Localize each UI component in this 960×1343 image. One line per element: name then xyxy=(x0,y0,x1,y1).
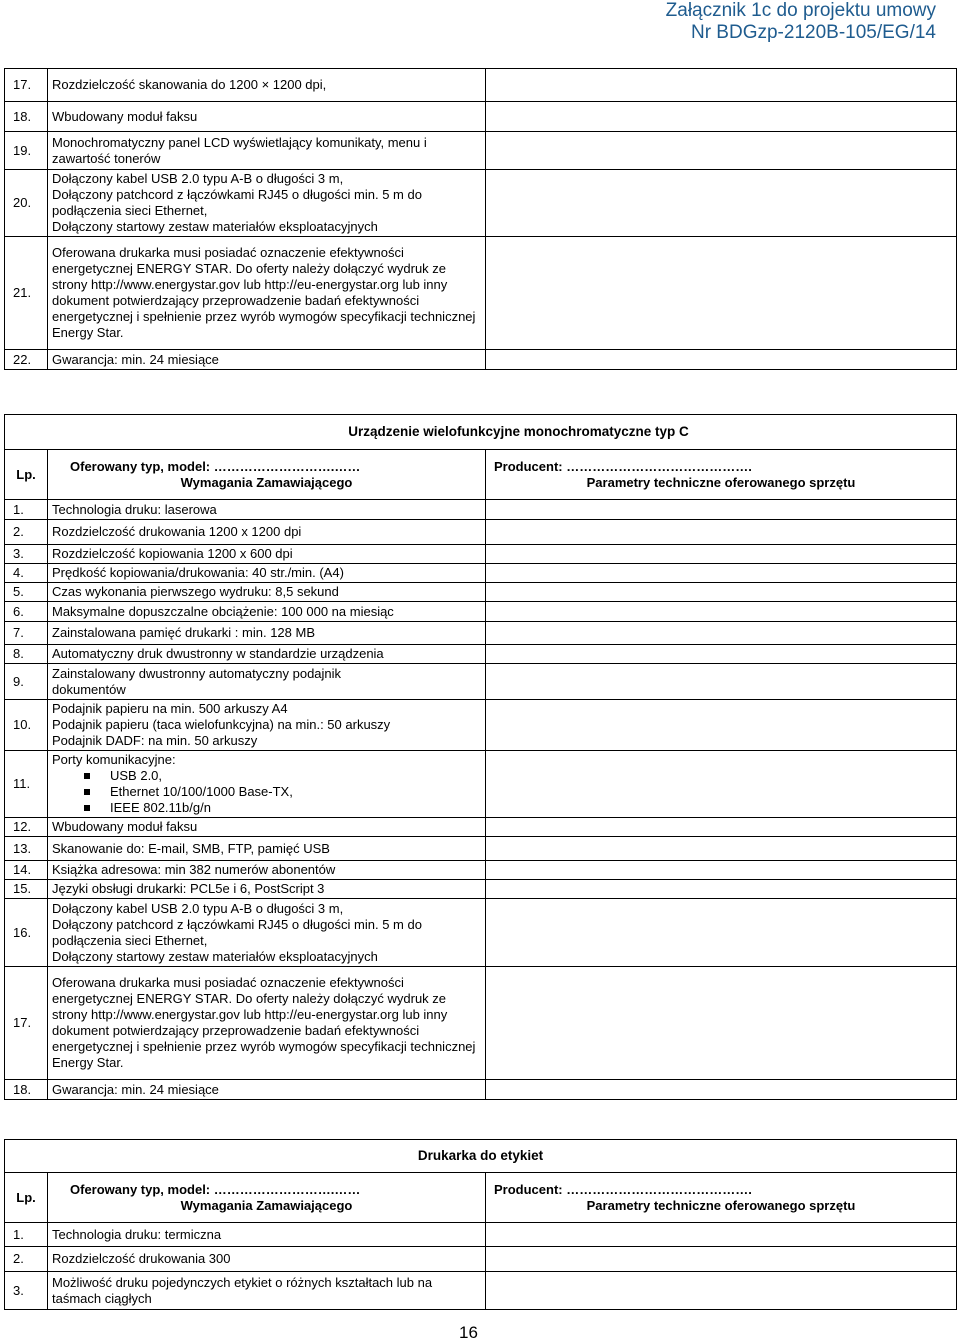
row-offer-cell[interactable] xyxy=(486,700,957,751)
row-number: 18. xyxy=(5,1080,48,1100)
table-label-printer xyxy=(4,1139,957,1310)
row-offer-cell[interactable] xyxy=(486,1247,957,1272)
row-offer-cell[interactable] xyxy=(486,500,957,520)
lp-header: Lp. xyxy=(5,450,48,500)
table-header-row xyxy=(5,450,957,500)
row-number: 8. xyxy=(5,645,48,664)
row-number: 6. xyxy=(5,602,48,622)
row-requirement: Języki obsługi drukarki: PCL5e i 6, PostScript 3 xyxy=(48,880,486,899)
table-row xyxy=(5,520,957,545)
requirement-line: Dołączony startowy zestaw materiałów eksploatacyjnych xyxy=(52,219,378,234)
parameters-header: Parametry techniczne oferowanego sprzętu xyxy=(586,1197,856,1213)
row-requirement: Rozdzielczość drukowania 300 xyxy=(48,1247,486,1272)
requirement-line: Dołączony patchcord z łączówkami RJ45 o długości min. 5 m do podłączenia sieci Ethernet, xyxy=(52,916,422,948)
row-requirement: Automatyczny druk dwustronny w standardzie urządzenia xyxy=(48,645,486,664)
table-row xyxy=(5,545,957,564)
header-line-2: Nr BDGzp-2120B-105/EG/14 xyxy=(690,22,936,43)
row-offer-cell[interactable] xyxy=(486,1272,957,1310)
row-number: 18. xyxy=(5,102,48,132)
row-offer-cell[interactable] xyxy=(486,170,957,237)
requirement-line: Dołączony patchcord z łączówkami RJ45 o długości min. 5 m do podłączenia sieci Ethernet, xyxy=(52,187,422,218)
table-row xyxy=(5,583,957,602)
table-continued-requirements xyxy=(4,68,957,370)
row-requirement: Czas wykonania pierwszego wydruku: 8,5 sekund xyxy=(48,583,486,602)
table-row xyxy=(5,700,957,751)
row-requirement: Oferowana drukarka musi posiadać oznaczenie efektywności energetycznej ENERGY STAR. Do oferty należy dołączyć wydruk ze strony http://www.energystar.gov lub http://eu-energystar.org lub inny dokument potwierdzający przeprowadzenie badań efektywności energetycznej i spełnienie przez wyrób wymogów specyfikacji technicznej Energy Star. xyxy=(48,967,486,1080)
table-row xyxy=(5,1272,957,1310)
row-number: 3. xyxy=(5,1272,48,1310)
table-title-row xyxy=(5,415,957,450)
row-requirement: Zainstalowany dwustronny automatyczny podajnik dokumentów xyxy=(48,664,486,700)
row-requirement: Technologia druku: laserowa xyxy=(48,500,486,520)
row-offer-cell[interactable] xyxy=(486,622,957,645)
table-row xyxy=(5,564,957,583)
row-number: 2. xyxy=(5,520,48,545)
row-requirement: Rozdzielczość skanowania do 1200 × 1200 dpi, xyxy=(48,69,486,102)
offered-model-label: Oferowany typ, model: ……………………….…… xyxy=(70,1181,361,1197)
table-mfp-type-c xyxy=(4,414,957,1100)
table-row xyxy=(5,602,957,622)
row-offer-cell[interactable] xyxy=(486,520,957,545)
document-header xyxy=(666,0,936,44)
table-row xyxy=(5,1223,957,1247)
table-row xyxy=(5,880,957,899)
row-offer-cell[interactable] xyxy=(486,899,957,967)
row-requirement: Monochromatyczny panel LCD wyświetlający komunikaty, menu i zawartość tonerów xyxy=(48,132,486,170)
row-number: 4. xyxy=(5,564,48,583)
table-row xyxy=(5,132,957,170)
row-offer-cell[interactable] xyxy=(486,237,957,350)
requirements-header: Wymagania Zamawiającego xyxy=(180,474,353,490)
page-number: 16 xyxy=(459,1323,478,1342)
offered-model-label: Oferowany typ, model: ……………………….…… xyxy=(70,458,361,474)
row-offer-cell[interactable] xyxy=(486,751,957,818)
row-requirement: Maksymalne dopuszczalne obciążenie: 100 000 na miesiąc xyxy=(48,602,486,622)
requirement-line: Podajnik papieru (taca wielofunkcyjna) na min.: 50 arkuszy xyxy=(52,717,391,732)
producer-label: Producent: ……………………………………. xyxy=(494,1181,752,1197)
row-number: 17. xyxy=(5,967,48,1080)
row-number: 17. xyxy=(5,69,48,102)
requirements-header: Wymagania Zamawiającego xyxy=(180,1197,353,1213)
row-requirement: Oferowana drukarka musi posiadać oznaczenie efektywności energetycznej ENERGY STAR. Do oferty należy dołączyć wydruk ze strony http://www.energystar.gov lub http://eu-energystar.org lub inny dokument potwierdzający przeprowadzenie badań efektywności energetycznej i spełnienie przez wyrób wymogów specyfikacji technicznej Energy Star. xyxy=(48,237,486,350)
row-offer-cell[interactable] xyxy=(486,350,957,370)
row-offer-cell[interactable] xyxy=(486,69,957,102)
row-offer-cell[interactable] xyxy=(486,545,957,564)
row-number: 21. xyxy=(5,237,48,350)
row-requirement xyxy=(48,170,486,237)
row-number: 12. xyxy=(5,818,48,837)
row-requirement: Gwarancja: min. 24 miesiące xyxy=(48,350,486,370)
list-item: USB 2.0, xyxy=(110,768,481,784)
row-requirement xyxy=(48,700,486,751)
row-requirement: Wbudowany moduł faksu xyxy=(48,818,486,837)
table-row xyxy=(5,751,957,818)
row-requirement: Skanowanie do: E-mail, SMB, FTP, pamięć USB xyxy=(48,837,486,861)
section-title: Drukarka do etykiet xyxy=(417,1148,544,1163)
row-requirement: Technologia druku: termiczna xyxy=(48,1223,486,1247)
parameters-header: Parametry techniczne oferowanego sprzętu xyxy=(586,474,856,490)
list-item: Ethernet 10/100/1000 Base-TX, xyxy=(110,784,481,800)
row-number: 11. xyxy=(5,751,48,818)
row-number: 9. xyxy=(5,664,48,700)
row-offer-cell[interactable] xyxy=(486,818,957,837)
row-requirement: Gwarancja: min. 24 miesiące xyxy=(48,1080,486,1100)
table-row xyxy=(5,500,957,520)
row-number: 1. xyxy=(5,1223,48,1247)
table-row xyxy=(5,837,957,861)
row-requirement: Prędkość kopiowania/drukowania: 40 str./min. (A4) xyxy=(48,564,486,583)
row-offer-cell[interactable] xyxy=(486,102,957,132)
ports-intro: Porty komunikacyjne: xyxy=(52,752,176,767)
table-row xyxy=(5,664,957,700)
table-row xyxy=(5,622,957,645)
row-number: 13. xyxy=(5,837,48,861)
row-number: 14. xyxy=(5,861,48,880)
row-offer-cell[interactable] xyxy=(486,664,957,700)
row-offer-cell[interactable] xyxy=(486,564,957,583)
ports-list xyxy=(52,768,481,816)
row-offer-cell[interactable] xyxy=(486,861,957,880)
row-offer-cell[interactable] xyxy=(486,132,957,170)
row-offer-cell[interactable] xyxy=(486,645,957,664)
row-number: 15. xyxy=(5,880,48,899)
row-offer-cell[interactable] xyxy=(486,837,957,861)
row-requirement: Możliwość druku pojedynczych etykiet o różnych kształtach lub na taśmach ciągłych xyxy=(48,1272,486,1310)
row-offer-cell[interactable] xyxy=(486,880,957,899)
row-offer-cell[interactable] xyxy=(486,583,957,602)
row-number: 2. xyxy=(5,1247,48,1272)
row-offer-cell[interactable] xyxy=(486,967,957,1080)
row-requirement xyxy=(48,751,486,818)
table-row xyxy=(5,645,957,664)
table-header-row xyxy=(5,1173,957,1223)
row-offer-cell[interactable] xyxy=(486,602,957,622)
row-requirement: Zainstalowana pamięć drukarki : min. 128 MB xyxy=(48,622,486,645)
table-row xyxy=(5,899,957,967)
requirement-line: Dołączony startowy zestaw materiałów eksploatacyjnych xyxy=(52,948,378,964)
row-requirement xyxy=(48,899,486,967)
table-title-row xyxy=(5,1140,957,1173)
header-line-1: Załącznik 1c do projektu umowy xyxy=(665,0,936,21)
row-offer-cell[interactable] xyxy=(486,1223,957,1247)
requirement-line: Podajnik DADF: na min. 50 arkuszy xyxy=(52,733,258,748)
row-number: 10. xyxy=(5,700,48,751)
row-number: 16. xyxy=(5,899,48,967)
table-row xyxy=(5,1247,957,1272)
lp-header: Lp. xyxy=(5,1173,48,1223)
list-item: IEEE 802.11b/g/n xyxy=(110,800,481,816)
requirement-line: Podajnik papieru na min. 500 arkuszy A4 xyxy=(52,701,288,716)
row-offer-cell[interactable] xyxy=(486,1080,957,1100)
table-row xyxy=(5,818,957,837)
producer-label: Producent: ……………………………………. xyxy=(494,458,752,474)
row-requirement: Książka adresowa: min 382 numerów abonentów xyxy=(48,861,486,880)
row-number: 3. xyxy=(5,545,48,564)
row-number: 1. xyxy=(5,500,48,520)
table-row xyxy=(5,69,957,102)
table-row xyxy=(5,170,957,237)
section-title: Urządzenie wielofunkcyjne monochromatyczne typ C xyxy=(348,424,689,439)
table-row xyxy=(5,861,957,880)
table-row xyxy=(5,967,957,1080)
requirement-line: Dołączony kabel USB 2.0 typu A-B o długości 3 m, xyxy=(52,900,344,916)
row-number: 22. xyxy=(5,350,48,370)
requirement-line: Dołączony kabel USB 2.0 typu A-B o długości 3 m, xyxy=(52,171,344,186)
row-requirement: Rozdzielczość kopiowania 1200 x 600 dpi xyxy=(48,545,486,564)
table-row xyxy=(5,237,957,350)
row-requirement: Rozdzielczość drukowania 1200 x 1200 dpi xyxy=(48,520,486,545)
row-number: 5. xyxy=(5,583,48,602)
table-row xyxy=(5,350,957,370)
row-requirement: Wbudowany moduł faksu xyxy=(48,102,486,132)
table-row xyxy=(5,1080,957,1100)
row-number: 20. xyxy=(5,170,48,237)
row-number: 7. xyxy=(5,622,48,645)
table-row xyxy=(5,102,957,132)
row-number: 19. xyxy=(5,132,48,170)
